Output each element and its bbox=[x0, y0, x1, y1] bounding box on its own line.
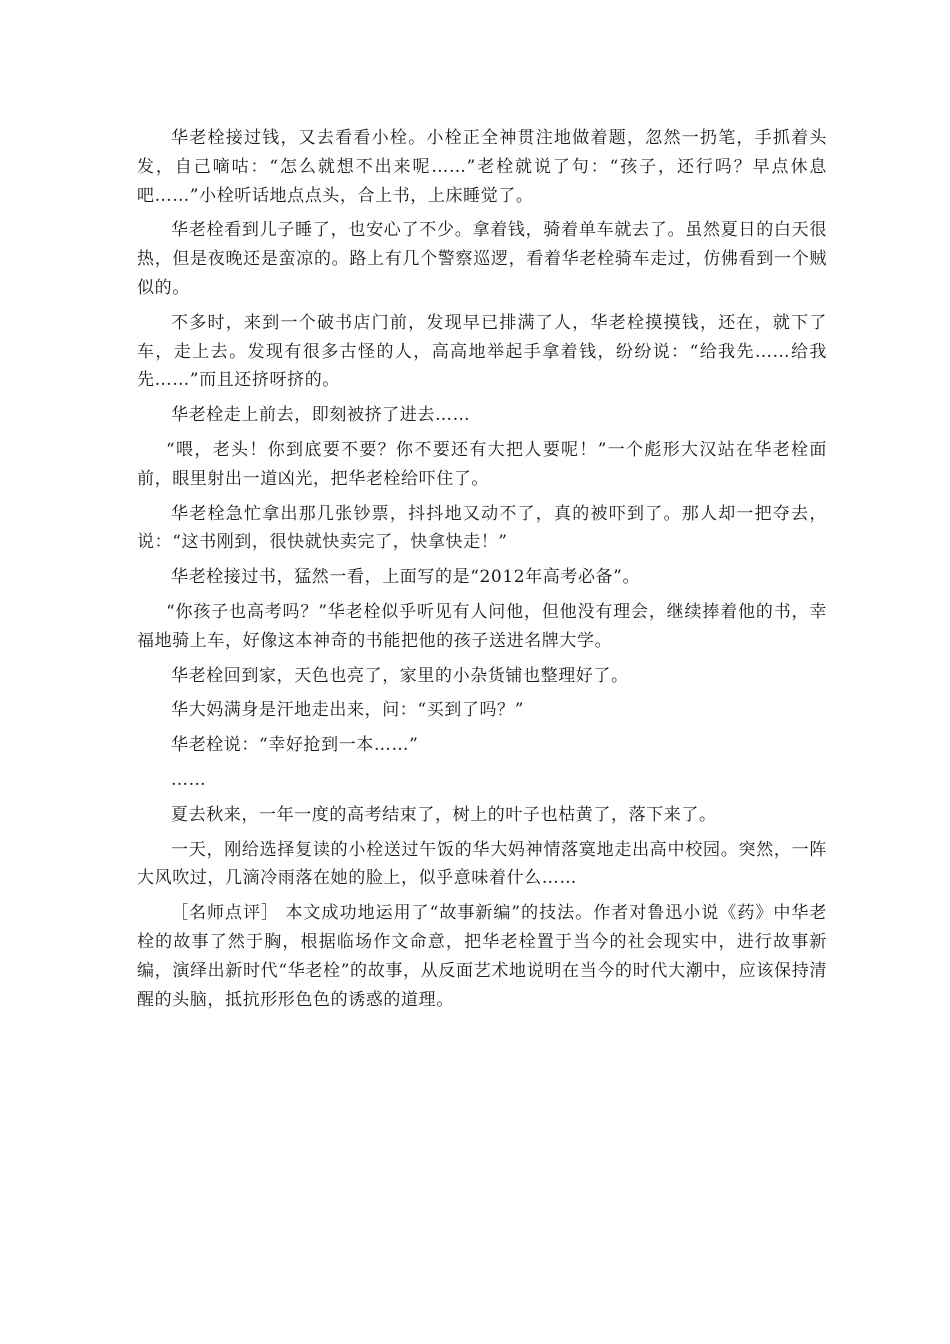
paragraph-14: 一天，刚给选择复读的小栓送过午饭的华大妈神情落寞地走出高中校园。突然，一阵大风吹过，几滴冷雨落在她的脸上，似乎意味着什么…… bbox=[137, 839, 827, 889]
teacher-comment: ［名师点评］ 本文成功地运用了“故事新编”的技法。作者对鲁迅小说《药》中华老栓的故事了然于胸，根据临场作文命意，把华老栓置于当今的社会现实中，进行故事新编，演绎出新时代“华老栓”的故事，从反面艺术地说明在当今的时代大潮中，应该保持清醒的头脑，抵抗形形色色的诱惑的道理。 bbox=[137, 903, 827, 1010]
paragraph-1: 华老栓接过钱，又去看看小栓。小栓正全神贯注地做着题，忽然一扔笔，手抓着头发，自己嘀咕：“怎么就想不出来呢……”老栓就说了句：“孩子，还行吗？早点休息吧……”小栓听话地点点头，合上书，上床睡觉了。 bbox=[137, 128, 827, 206]
paragraph-8: “你孩子也高考吗？”华老栓似乎听见有人问他，但他没有理会，继续捧着他的书，幸福地骑上车，好像这本神奇的书能把他的孩子送进名牌大学。 bbox=[137, 601, 827, 651]
paragraph-10: 华大妈满身是汗地走出来，问：“买到了吗？” bbox=[171, 700, 524, 721]
paragraph-4: 华老栓走上前去，即刻被挤了进去…… bbox=[171, 405, 471, 426]
paragraph-2: 华老栓看到儿子睡了，也安心了不少。拿着钱，骑着单车就去了。虽然夏日的白天很热，但是夜晚还是蛮凉的。路上有几个警察巡逻，看着华老栓骑车走过，仿佛看到一个贼似的。 bbox=[137, 220, 827, 298]
story-text bbox=[137, 124, 827, 1020]
paragraph-9: 华老栓回到家，天色也亮了，家里的小杂货铺也整理好了。 bbox=[171, 665, 629, 686]
paragraph-11: 华老栓说：“幸好抢到一本……” bbox=[171, 735, 419, 756]
paragraph-6: 华老栓急忙拿出那几张钞票，抖抖地又动不了，真的被吓到了。那人却一把夺去，说：“这书刚到，很快就快卖完了，快拿快走！” bbox=[137, 503, 827, 553]
paragraph-12: …… bbox=[171, 769, 207, 790]
paragraph-5: “喂，老头！你到底要不要？你不要还有大把人要呢！”一个彪形大汉站在华老栓面前，眼里射出一道凶光，把华老栓给吓住了。 bbox=[137, 439, 827, 489]
paragraph-3: 不多时，来到一个破书店门前，发现早已排满了人，华老栓摸摸钱，还在，就下了车，走上去。发现有很多古怪的人，高高地举起手拿着钱，纷纷说：“给我先……给我先……”而且还挤呀挤的。 bbox=[137, 312, 827, 391]
paragraph-13: 夏去秋来，一年一度的高考结束了，树上的叶子也枯黄了，落下来了。 bbox=[171, 804, 717, 825]
paragraph-7: 华老栓接过书，猛然一看，上面写的是“2012年高考必备”。 bbox=[171, 567, 641, 588]
